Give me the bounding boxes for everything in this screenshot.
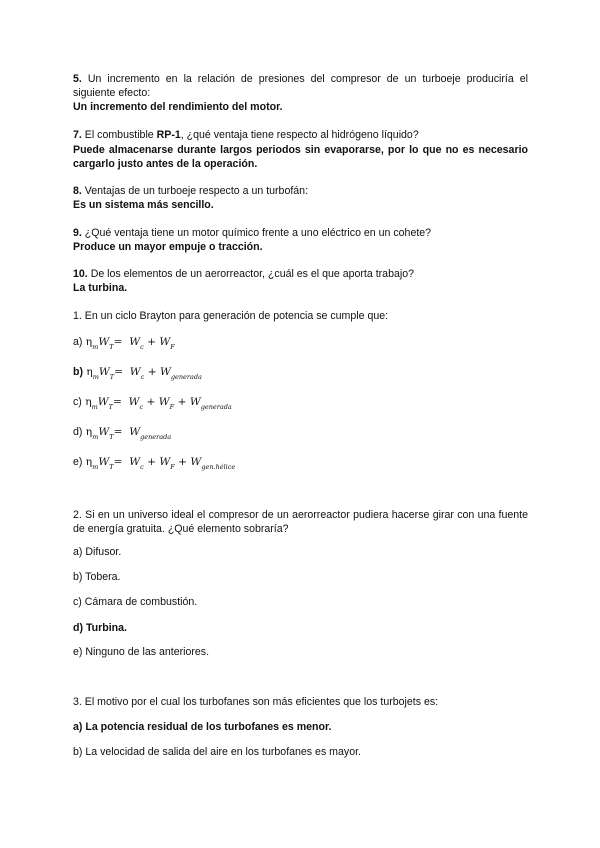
brayton-option-d: d) $\eta_mW_T= W_{generada}$ — [73, 426, 172, 441]
question-2: 2. Si en un universo ideal el compresor de un aerorreactor pudiera hacerse girar con una fuente de energía gratuita. ¿Qué elemento sobraría? — [73, 509, 528, 535]
option-a-label: a) — [73, 336, 83, 348]
question-10-text: De los elementos de un aerorreactor, ¿cuál es el que aporta trabajo? — [90, 268, 414, 280]
question-3: 3. El motivo por el cual los turbofanes son más eficientes que los turbojets es: — [73, 696, 439, 708]
question-8-text: Ventajas de un turboeje respecto a un turbofán: — [84, 185, 309, 197]
question-8 — [73, 185, 528, 198]
question-9-text: ¿Qué ventaja tiene un motor químico frente a uno eléctrico en un cohete? — [84, 227, 432, 239]
brayton-option-e: e) $\eta_mW_T= W_c + W_F + W_{gen.hélice}$ — [73, 456, 236, 471]
option-d-label: d) — [73, 426, 83, 438]
question-5-number: 5. — [73, 73, 82, 85]
question-7-answer: Puede almacenarse durante largos periodos sin evaporarse, por lo que no es necesario cargarlo justo antes de la operación. — [73, 144, 528, 170]
question-8-answer: Es un sistema más sencillo. — [73, 199, 214, 211]
q2-option-d: d) Turbina. — [73, 622, 127, 634]
q2-option-c: c) Cámara de combustión. — [73, 596, 198, 608]
question-7-number: 7. — [73, 129, 82, 141]
brayton-option-b: b) $\eta_mW_T= W_c + W_{generada}$ — [73, 366, 202, 381]
q3-option-a: a) La potencia residual de los turbofanes es menor. — [73, 721, 332, 733]
option-c-label: c) — [73, 396, 82, 408]
q3-option-b: b) La velocidad de salida del aire en los turbofanes es mayor. — [73, 746, 361, 758]
question-10-answer: La turbina. — [73, 282, 128, 294]
option-b-label: b) — [73, 366, 83, 378]
option-e-label: e) — [73, 456, 83, 468]
question-5 — [73, 72, 528, 100]
question-5-answer: Un incremento del rendimiento del motor. — [73, 101, 283, 113]
q2-option-b: b) Tobera. — [73, 571, 121, 583]
question-7 — [73, 129, 528, 142]
question-7-text-pre: El combustible — [84, 129, 154, 141]
question-7-text-post: , ¿qué ventaja tiene respecto al hidrógeno líquido? — [180, 129, 419, 141]
question-9-number: 9. — [73, 227, 82, 239]
question-10 — [73, 268, 528, 281]
question-9 — [73, 227, 528, 240]
q2-option-e: e) Ninguno de las anteriores. — [73, 646, 210, 658]
question-10-number: 10. — [73, 268, 88, 280]
brayton-option-c: c) $\eta_mW_T= W_c + W_F + W_{generada}$ — [73, 396, 232, 411]
brayton-question: 1. En un ciclo Brayton para generación de potencia se cumple que: — [73, 310, 389, 322]
brayton-option-a: a) $\eta_mW_T= W_c + W_F$ — [73, 336, 175, 351]
question-7-highlight: RP-1 — [156, 129, 181, 141]
question-5-text: Un incremento en la relación de presiones del compresor de un turboeje produciría el siguiente efecto: — [73, 73, 528, 99]
q2-option-a: a) Difusor. — [73, 546, 122, 558]
question-9-answer: Produce un mayor empuje o tracción. — [73, 241, 263, 253]
question-8-number: 8. — [73, 185, 82, 197]
